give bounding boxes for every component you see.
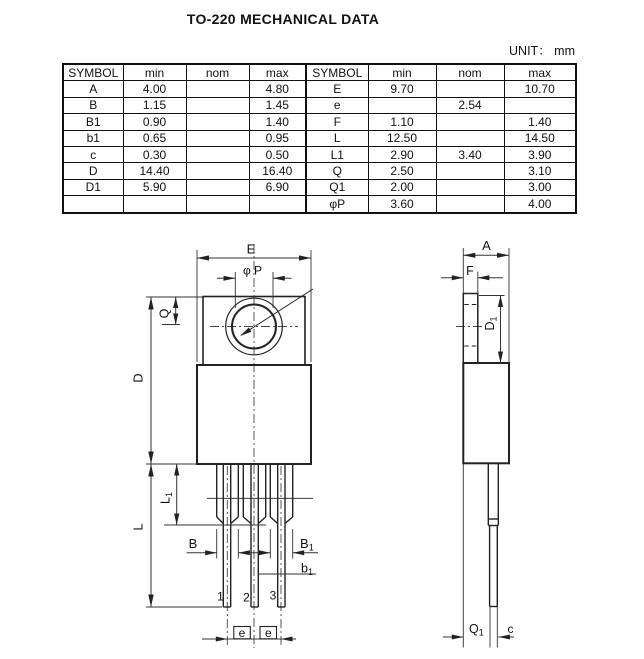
side-extension-lines — [463, 248, 509, 648]
table-cell: c — [63, 146, 123, 162]
table-cell: 0.65 — [123, 130, 186, 146]
dim-label-e2: e — [264, 625, 272, 640]
table-header-cell: SYMBOL — [63, 64, 123, 81]
table-cell: 10.70 — [504, 81, 576, 97]
dim-label-B1 — [300, 536, 314, 554]
table-cell: Q1 — [306, 179, 368, 195]
pin-number-2: 2 — [243, 590, 250, 605]
front-extension-lines — [146, 250, 311, 607]
table-cell: 4.80 — [249, 81, 306, 97]
table-header-cell: min — [123, 64, 186, 81]
table-cell: 9.70 — [368, 81, 436, 97]
table-cell: φP — [306, 196, 368, 213]
table-cell: 0.95 — [249, 130, 306, 146]
table-cell: 3.10 — [504, 163, 576, 179]
table-cell: 2.54 — [436, 97, 504, 113]
dim-label-e1: e — [238, 625, 246, 640]
dim-label-b1-sub: 1 — [307, 567, 313, 577]
pin-number-3: 3 — [269, 588, 277, 603]
dim-label-phiP: φ P — [242, 263, 263, 278]
dim-label-L1-sub: 1 — [164, 492, 174, 498]
table-header-cell: SYMBOL — [306, 64, 368, 81]
table-cell: 16.40 — [249, 163, 306, 179]
table-cell: 14.50 — [504, 130, 576, 146]
dim-label-c: c — [507, 621, 514, 636]
dim-label-A: A — [482, 238, 491, 253]
table-cell: 2.90 — [368, 146, 436, 162]
table-cell: D — [63, 163, 123, 179]
dim-label-B1-base: B — [300, 536, 309, 551]
table-cell: Q — [306, 163, 368, 179]
dim-label-Q1-base: Q — [469, 621, 479, 636]
table-cell: 0.50 — [249, 146, 306, 162]
side-leg — [488, 463, 498, 606]
front-view — [131, 242, 319, 649]
side-package-outline — [463, 294, 509, 464]
page-title: TO-220 MECHANICAL DATA — [186, 11, 380, 27]
dim-label-E: E — [246, 241, 256, 257]
front-dimension-labels — [131, 242, 314, 640]
table-cell: 5.90 — [123, 179, 186, 195]
front-package-outline — [197, 289, 313, 464]
table-cell: 0.30 — [123, 146, 186, 162]
table-header-cell: max — [249, 64, 306, 81]
table-cell: 4.00 — [123, 81, 186, 97]
dim-label-Q1 — [469, 622, 484, 638]
table-header-cell: min — [368, 64, 436, 81]
table-cell: D1 — [63, 179, 123, 195]
dim-label-D1-base: D — [483, 321, 497, 331]
dim-label-L: L — [130, 523, 146, 531]
table-cell: 1.40 — [504, 114, 576, 130]
dim-label-L1 — [159, 492, 175, 504]
side-view — [441, 238, 514, 648]
dim-label-D: D — [130, 373, 146, 383]
table-cell: E — [306, 81, 368, 97]
table-cell: A — [63, 81, 123, 97]
table-cell: B1 — [63, 114, 123, 130]
table-cell: B — [63, 97, 123, 113]
table-cell: 14.40 — [123, 163, 186, 179]
table-cell: 1.40 — [249, 114, 306, 130]
table-cell: 3.90 — [504, 146, 576, 162]
table-cell: 3.40 — [436, 146, 504, 162]
table-cell: 3.60 — [368, 196, 436, 213]
table-cell: 1.10 — [368, 114, 436, 130]
unit-label: UNIT： mm — [509, 44, 575, 58]
front-dimension-lines — [148, 255, 318, 641]
table-cell: L1 — [306, 146, 368, 162]
dim-label-B: B — [188, 536, 198, 551]
dim-label-B1-sub: 1 — [308, 542, 314, 554]
front-legs — [207, 464, 313, 607]
table-cell: 4.00 — [504, 196, 576, 213]
dim-label-Q: Q — [157, 308, 172, 319]
table-cell: e — [306, 97, 368, 113]
table-cell: 6.90 — [249, 179, 306, 195]
dim-label-D1 — [483, 316, 499, 330]
table-cell: 3.00 — [504, 179, 576, 195]
table-cell: 0.90 — [123, 114, 186, 130]
table-header-cell: nom — [186, 64, 249, 81]
table-cell: L — [306, 130, 368, 146]
table-cell: 2.50 — [368, 163, 436, 179]
table-cell: b1 — [63, 130, 123, 146]
table-cell: 1.15 — [123, 97, 186, 113]
table-cell: 1.45 — [249, 97, 306, 113]
dim-label-b1 — [301, 562, 313, 578]
table-cell: 2.00 — [368, 179, 436, 195]
dim-label-L1-base: L — [158, 497, 173, 504]
table-cell: F — [306, 114, 368, 130]
dim-label-F: F — [466, 263, 474, 278]
pin-number-1: 1 — [217, 589, 224, 604]
dim-label-Q1-sub: 1 — [478, 627, 484, 638]
dim-label-b1-base: b — [301, 561, 308, 576]
table-header-cell: max — [504, 64, 576, 81]
table-header-cell: nom — [436, 64, 504, 81]
dim-label-D1-sub: 1 — [488, 316, 499, 322]
table-cell: 12.50 — [368, 130, 436, 146]
